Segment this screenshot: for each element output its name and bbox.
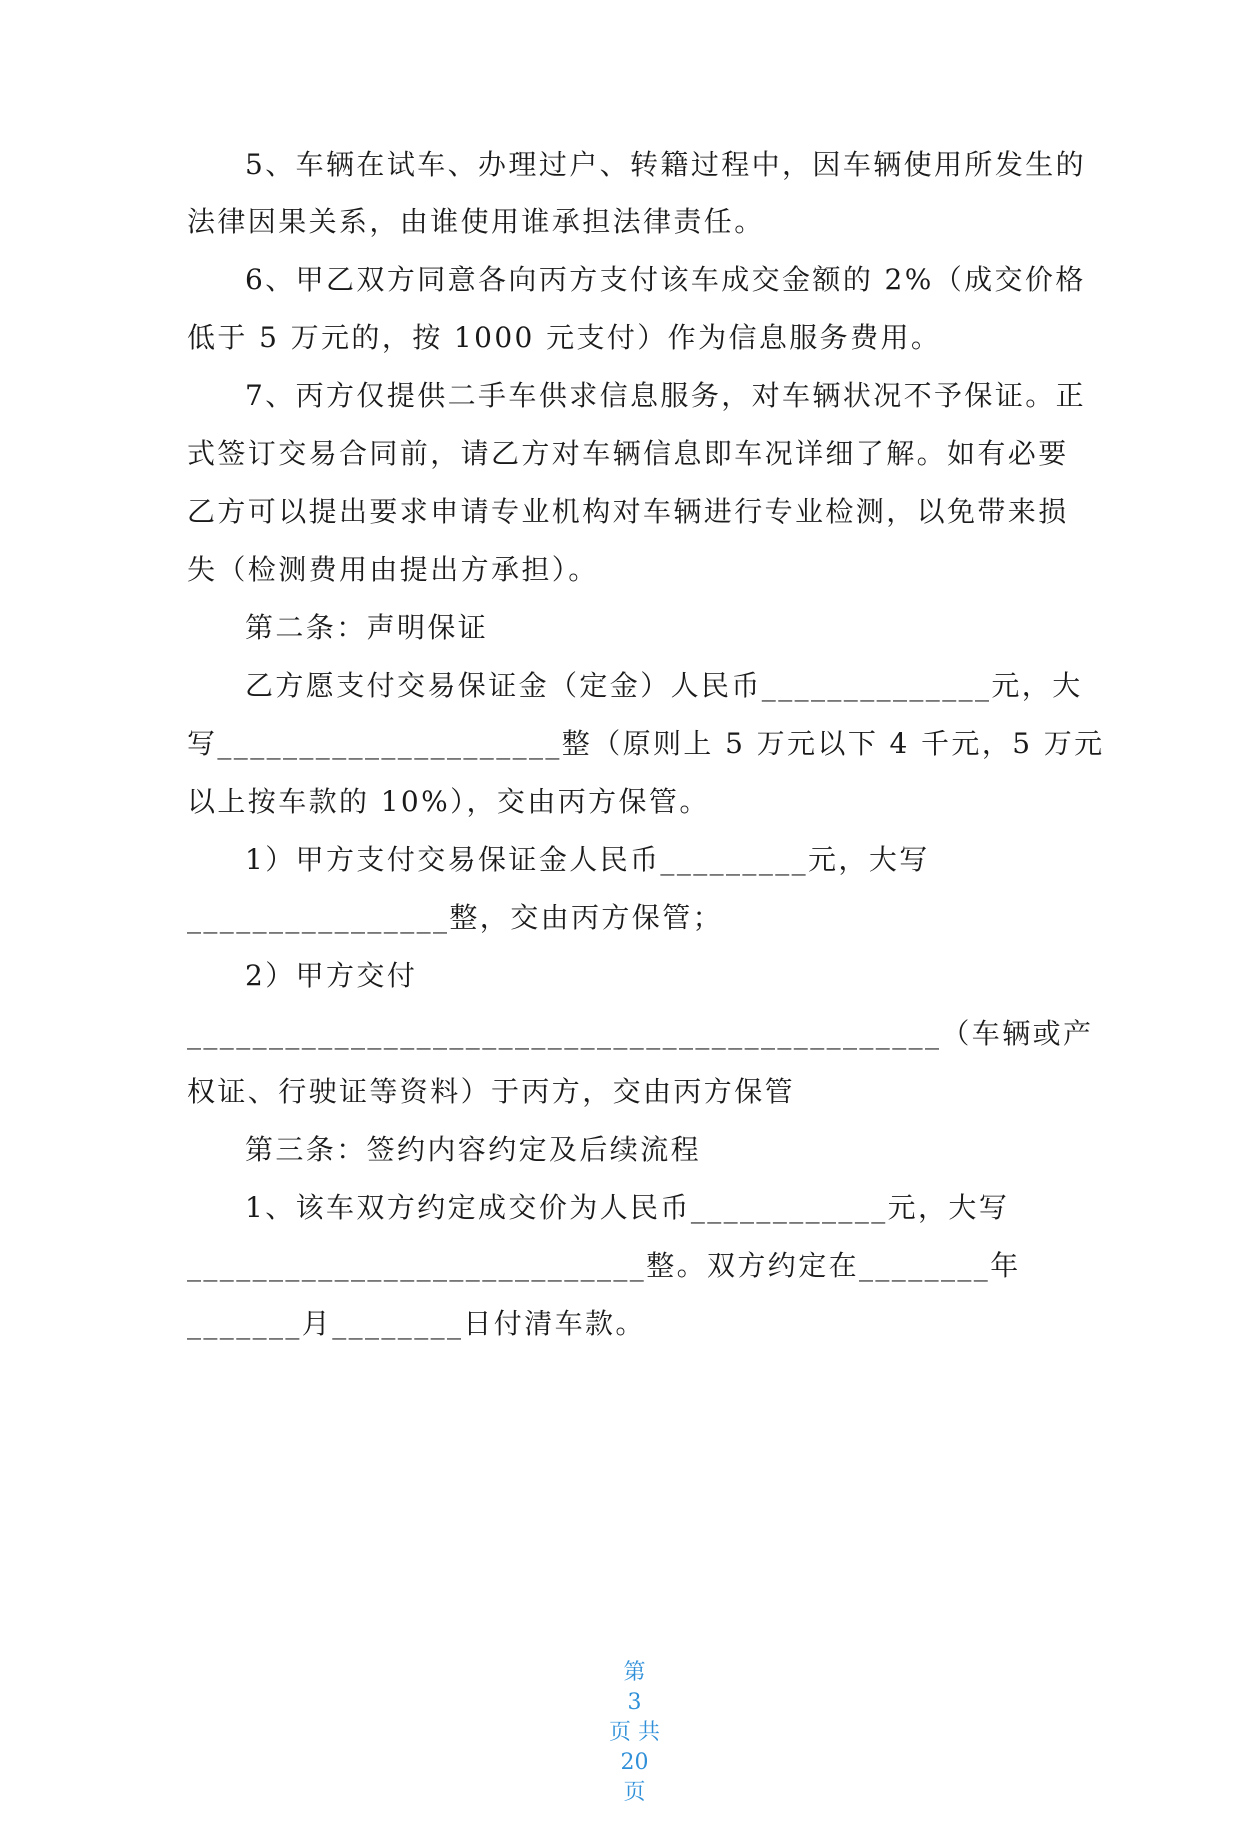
paragraph-line: 式签订交易合同前，请乙方对车辆信息即车况详细了解。如有必要 xyxy=(187,437,1069,470)
paragraph-line: 以上按车款的 10%），交由丙方保管。 xyxy=(187,785,710,818)
section-heading: 第二条：声明保证 xyxy=(245,611,489,644)
paragraph-line: ____________________________整。双方约定在________年 xyxy=(187,1249,1021,1282)
paragraph-line: 乙方可以提出要求申请专业机构对车辆进行专业检测，以免带来损 xyxy=(187,495,1069,528)
page-label-prefix: 第 xyxy=(623,1660,646,1685)
paragraph-line: 1、该车双方约定成交价为人民币____________元，大写 xyxy=(245,1191,1010,1224)
paragraph-line: 乙方愿支付交易保证金（定金）人民币______________元，大 xyxy=(245,669,1083,702)
paragraph-line: 失（检测费用由提出方承担）。 xyxy=(187,553,599,586)
paragraph-line: 5、车辆在试车、办理过户、转籍过程中，因车辆使用所发生的 xyxy=(245,148,1087,181)
paragraph-line: 6、甲乙双方同意各向丙方支付该车成交金额的 2%（成交价格 xyxy=(245,263,1086,296)
section-heading: 第三条：签约内容约定及后续流程 xyxy=(245,1133,702,1166)
paragraph-line: 写_____________________整（原则上 5 万元以下 4 千元，5 万元 xyxy=(187,727,1105,760)
paragraph-line: 权证、行驶证等资料）于丙方，交由丙方保管 xyxy=(187,1075,796,1108)
paragraph-line: 1）甲方支付交易保证金人民币_________元，大写 xyxy=(245,843,930,876)
page-label-middle: 页 共 xyxy=(608,1720,660,1745)
paragraph-line: ________________整，交由丙方保管； xyxy=(187,901,724,934)
page-footer xyxy=(0,1628,1241,1838)
paragraph-line: 7、丙方仅提供二手车供求信息服务，对车辆状况不予保证。正 xyxy=(245,379,1087,412)
paragraph-line: 2）甲方交付 xyxy=(245,959,418,992)
page-label-suffix: 页 xyxy=(623,1780,646,1805)
total-pages-number: 20 xyxy=(620,1750,649,1775)
paragraph-line: ______________________________________________（车辆或产 xyxy=(187,1017,1094,1050)
paragraph-line: _______月________日付清车款。 xyxy=(187,1307,646,1340)
current-page-number: 3 xyxy=(627,1690,642,1715)
paragraph-line: 低于 5 万元的，按 1000 元支付）作为信息服务费用。 xyxy=(187,321,942,354)
paragraph-line: 法律因果关系，由谁使用谁承担法律责任。 xyxy=(187,205,765,238)
